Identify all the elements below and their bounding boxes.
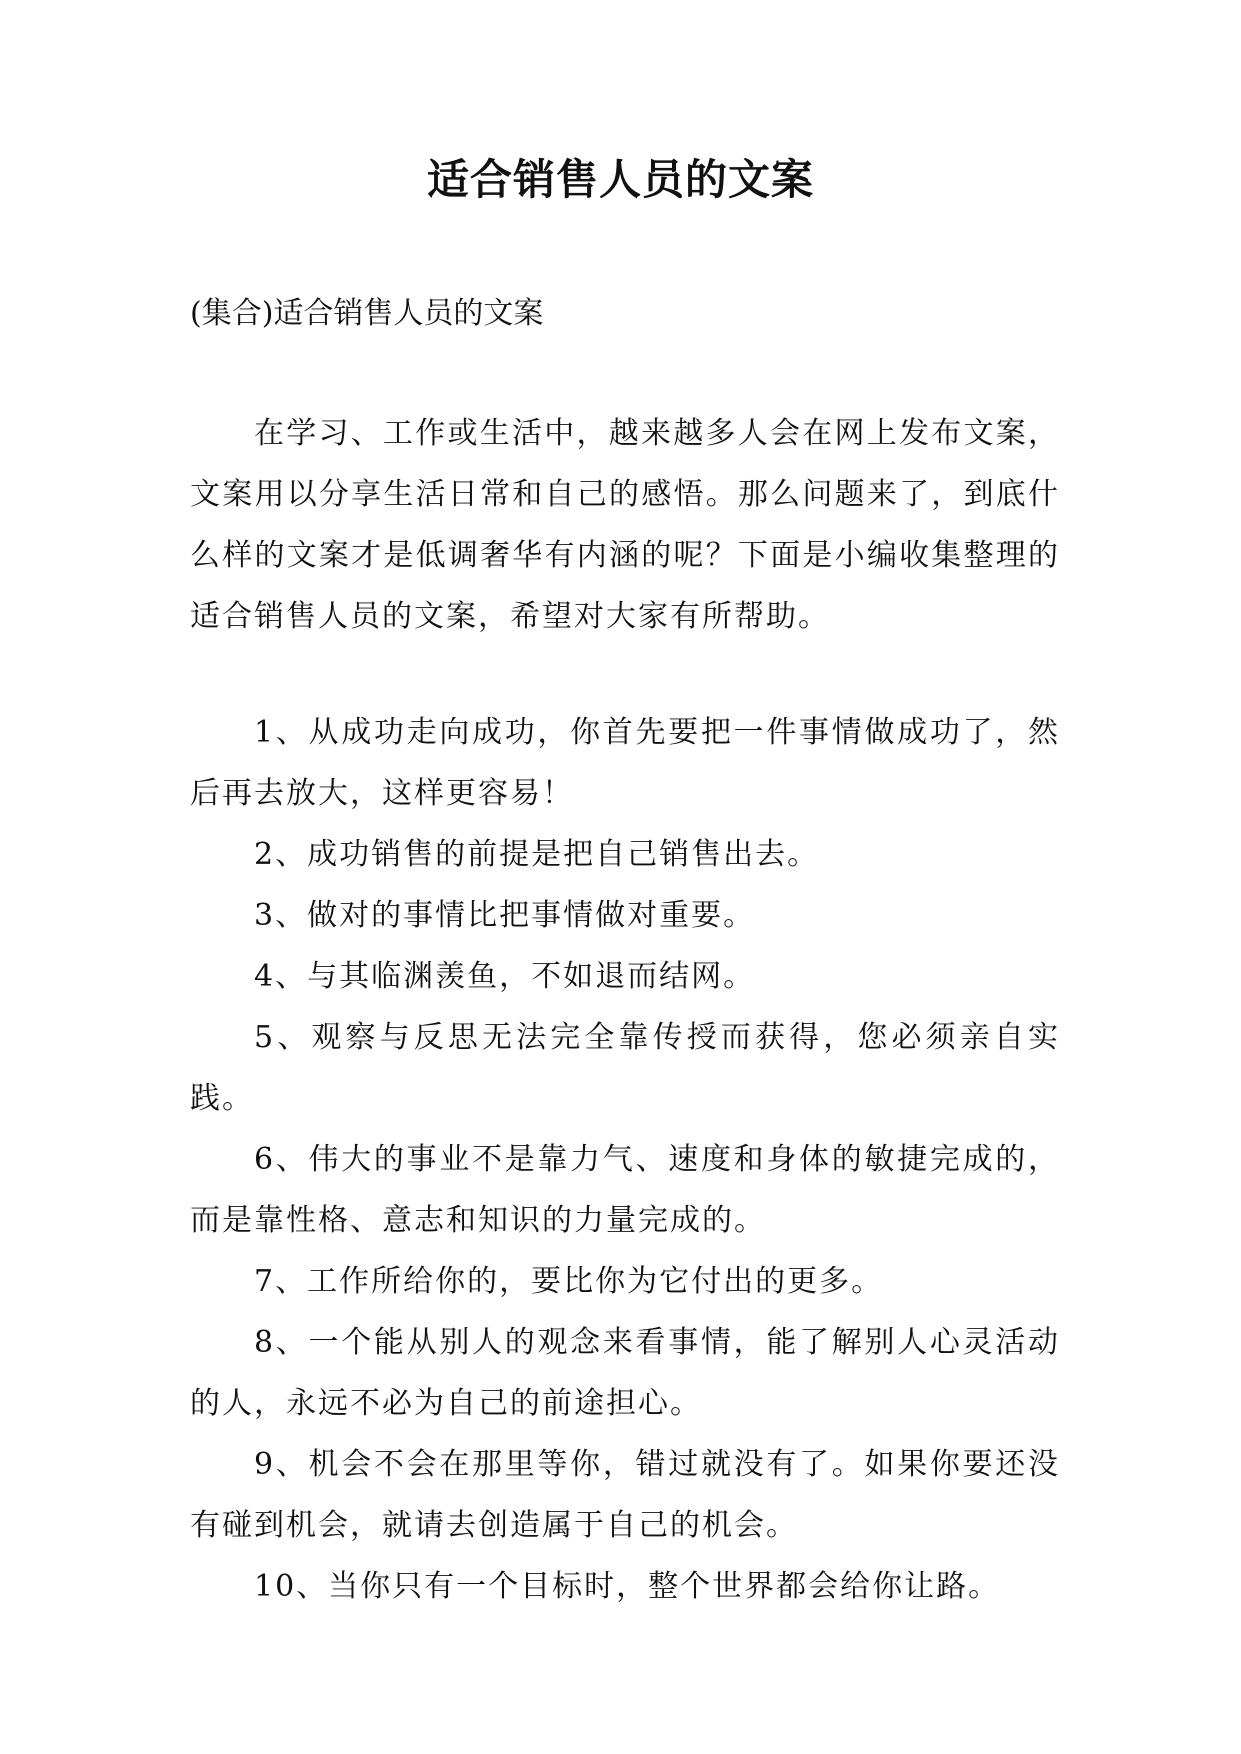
list-item: 4、与其临渊羡鱼，不如退而结网。	[254, 959, 756, 994]
list-item: 10、当你只有一个目标时，整个世界都会给你让路。	[254, 1569, 1001, 1604]
document-subtitle: (集合)适合销售人员的文案	[190, 296, 544, 331]
list-item: 9、机会不会在那里等你，错过就没有了。如果你要还没有碰到机会，就请去创造属于自己的机会。	[190, 1447, 1060, 1543]
intro-paragraph: 在学习、工作或生活中，越来越多人会在网上发布文案，文案用以分享生活日常和自己的感悟。那么问题来了，到底什么样的文案才是低调奢华有内涵的呢？下面是小编收集整理的适合销售人员的文案，希望对大家有所帮助。	[190, 416, 1060, 634]
list-item: 8、一个能从别人的观念来看事情，能了解别人心灵活动的人，永远不必为自己的前途担心。	[190, 1325, 1060, 1421]
document-title: 适合销售人员的文案	[426, 155, 814, 204]
list-item: 5、观察与反思无法完全靠传授而获得，您必须亲自实践。	[190, 1020, 1060, 1116]
list-item: 1、从成功走向成功，你首先要把一件事情做成功了，然后再去放大，这样更容易！	[190, 715, 1060, 811]
list-item: 6、伟大的事业不是靠力气、速度和身体的敏捷完成的，而是靠性格、意志和知识的力量完成的。	[190, 1142, 1060, 1238]
list-item: 2、成功销售的前提是把自己销售出去。	[254, 837, 820, 872]
list-item: 7、工作所给你的，要比你为它付出的更多。	[254, 1264, 884, 1299]
list-item: 3、做对的事情比把事情做对重要。	[254, 898, 756, 933]
document-body	[190, 403, 1060, 1617]
